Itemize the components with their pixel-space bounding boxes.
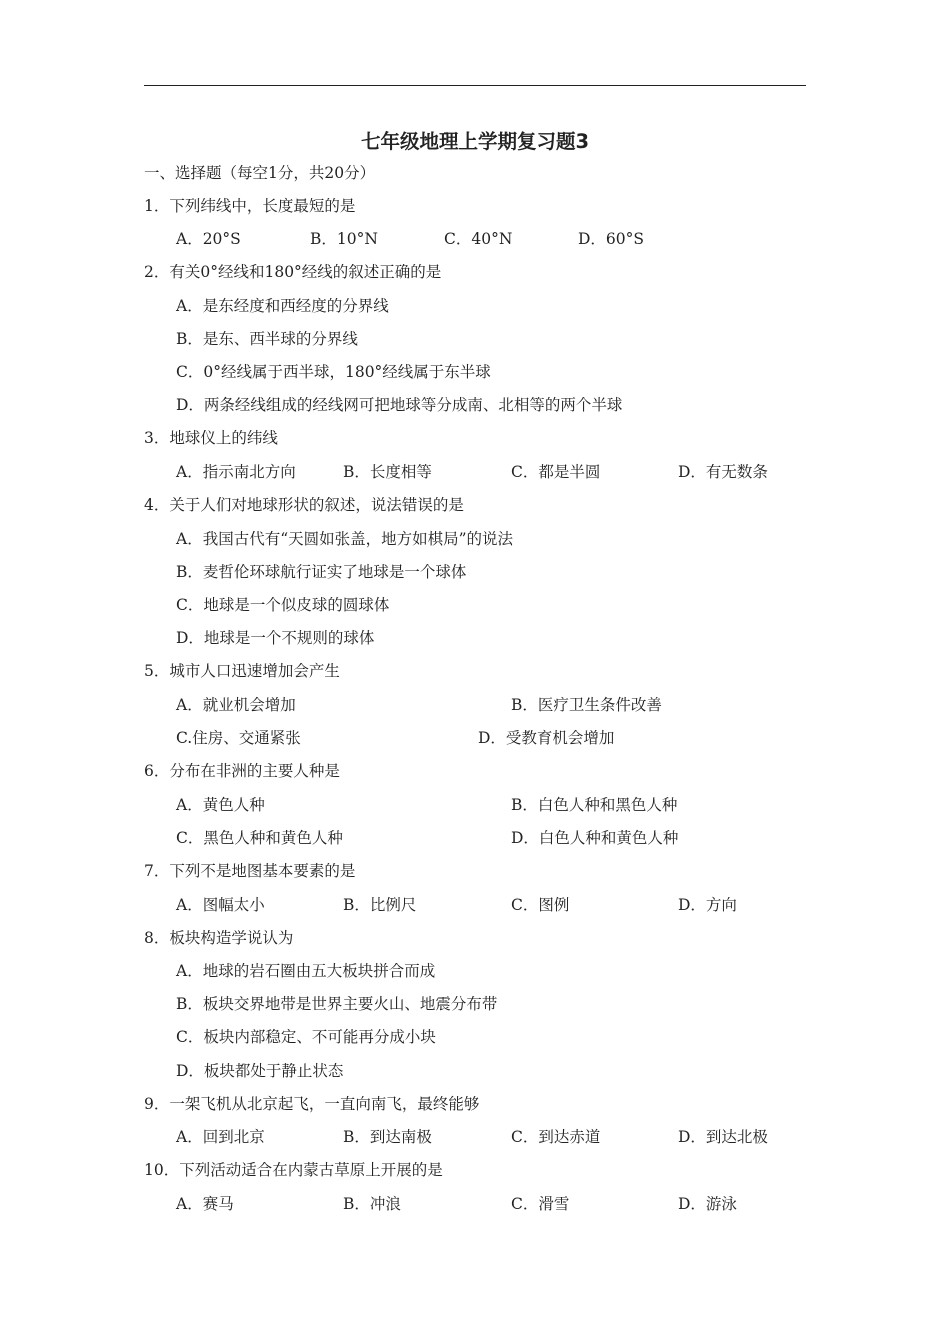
option-a: A．20°S <box>176 230 241 248</box>
option-b: B．比例尺 <box>343 896 417 914</box>
option-d: D．有无数条 <box>678 463 768 481</box>
option-a: A．地球的岩石圈由五大板块拼合而成 <box>176 962 436 980</box>
question-stem: 5．城市人口迅速增加会产生 <box>144 662 340 680</box>
option-b: B．长度相等 <box>343 463 432 481</box>
option-b: B．冲浪 <box>343 1195 401 1213</box>
option-b: B．白色人种和黑色人种 <box>511 796 678 814</box>
question-stem: 6．分布在非洲的主要人种是 <box>144 762 340 780</box>
option-c: C.住房、交通紧张 <box>176 729 301 747</box>
option-c: C．黑色人种和黄色人种 <box>176 829 343 847</box>
option-c: C．都是半圆 <box>511 463 601 481</box>
section-heading: 一、选择题（每空1分，共20分） <box>144 164 376 182</box>
question-stem: 7．下列不是地图基本要素的是 <box>144 862 356 880</box>
option-a: A．赛马 <box>176 1195 234 1213</box>
option-b: B．医疗卫生条件改善 <box>511 696 662 714</box>
option-d: D．受教育机会增加 <box>478 729 615 747</box>
question-stem: 1．下列纬线中，长度最短的是 <box>144 197 356 215</box>
option-a: A．就业机会增加 <box>176 696 296 714</box>
option-c: C．0°经线属于西半球，180°经线属于东半球 <box>176 363 491 381</box>
option-a: A．回到北京 <box>176 1128 265 1146</box>
option-a: A．图幅太小 <box>176 896 265 914</box>
option-a: A．指示南北方向 <box>176 463 296 481</box>
option-d: D．游泳 <box>678 1195 737 1213</box>
option-b: B．板块交界地带是世界主要火山、地震分布带 <box>176 995 498 1013</box>
question-stem: 3．地球仪上的纬线 <box>144 429 278 447</box>
option-a: A．黄色人种 <box>176 796 265 814</box>
option-c: C．滑雪 <box>511 1195 570 1213</box>
option-a: A．我国古代有“天圆如张盖，地方如棋局”的说法 <box>176 530 514 548</box>
option-d: D．方向 <box>678 896 737 914</box>
question-stem: 4．关于人们对地球形状的叙述，说法错误的是 <box>144 496 464 514</box>
header-rule <box>144 85 806 86</box>
option-b: B．10°N <box>310 230 378 248</box>
page-title: 七年级地理上学期复习题3 <box>360 130 590 153</box>
option-b: B．是东、西半球的分界线 <box>176 330 358 348</box>
option-d: D．地球是一个不规则的球体 <box>176 629 375 647</box>
option-d: D．板块都处于静止状态 <box>176 1062 344 1080</box>
option-c: C．到达赤道 <box>511 1128 601 1146</box>
question-stem: 2．有关0°经线和180°经线的叙述正确的是 <box>144 263 442 281</box>
option-c: C．地球是一个似皮球的圆球体 <box>176 596 390 614</box>
option-a: A．是东经度和西经度的分界线 <box>176 297 389 315</box>
option-c: C．40°N <box>444 230 513 248</box>
question-stem: 8．板块构造学说认为 <box>144 929 294 947</box>
option-b: B．麦哲伦环球航行证实了地球是一个球体 <box>176 563 467 581</box>
option-b: B．到达南极 <box>343 1128 432 1146</box>
option-d: D．两条经线组成的经线网可把地球等分成南、北相等的两个半球 <box>176 396 623 414</box>
option-d: D．白色人种和黄色人种 <box>511 829 679 847</box>
question-stem: 10．下列活动适合在内蒙古草原上开展的是 <box>144 1161 443 1179</box>
option-d: D．60°S <box>578 230 645 248</box>
question-stem: 9．一架飞机从北京起飞，一直向南飞，最终能够 <box>144 1095 480 1113</box>
option-c: C．板块内部稳定、不可能再分成小块 <box>176 1028 436 1046</box>
option-d: D．到达北极 <box>678 1128 768 1146</box>
option-c: C．图例 <box>511 896 570 914</box>
